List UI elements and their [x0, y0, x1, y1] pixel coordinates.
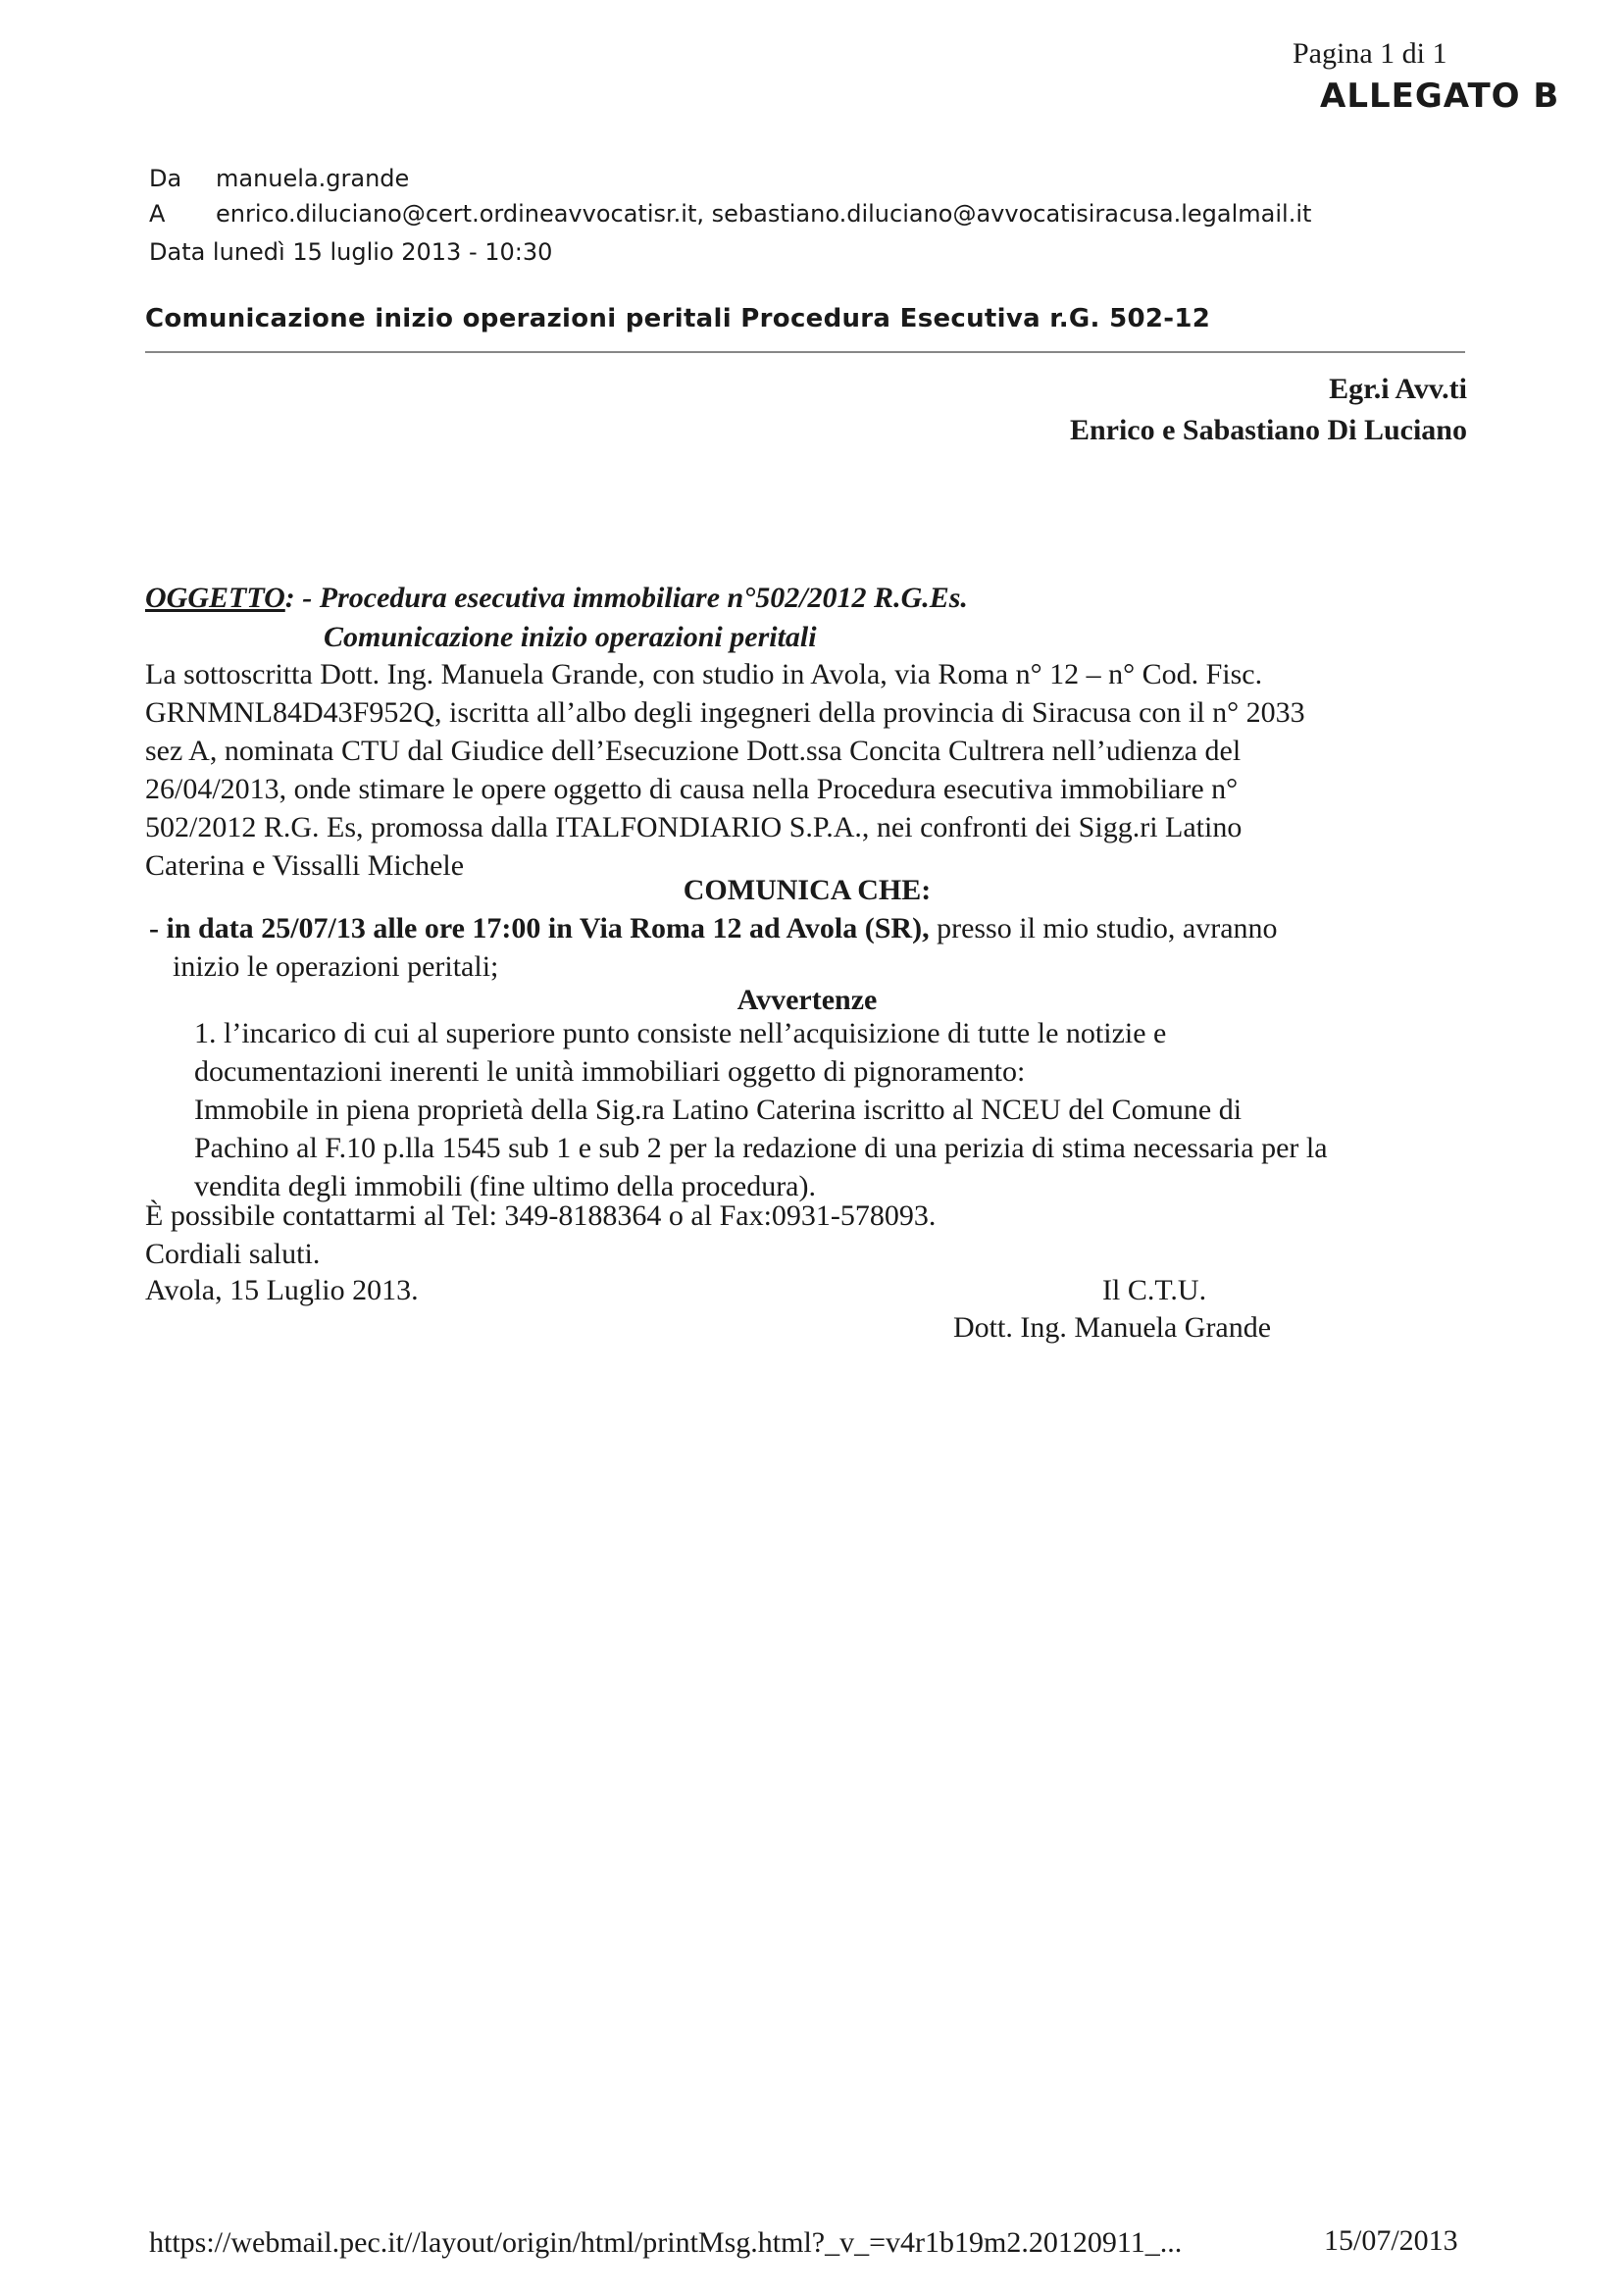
from-label: Da	[149, 165, 182, 192]
avvertenze-heading: Avvertenze	[736, 984, 878, 1016]
oggetto-text: : - Procedura esecutiva immobiliare n°502/2012 R.G.Es.	[284, 582, 968, 614]
header-divider	[145, 351, 1465, 353]
closing-line: Cordiali saluti.	[145, 1238, 321, 1270]
paragraph-line: Caterina e Vissalli Michele	[145, 849, 465, 882]
email-date: Data lunedì 15 luglio 2013 - 10:30	[149, 238, 553, 266]
list-line: vendita degli immobili (fine ultimo della procedura).	[194, 1170, 816, 1202]
list-line: documentazioni inerenti le unità immobiliari oggetto di pignoramento:	[194, 1055, 1026, 1088]
signature-name: Dott. Ing. Manuela Grande	[953, 1311, 1272, 1344]
paragraph-line: La sottoscritta Dott. Ing. Manuela Grande, con studio in Avola, via Roma n° 12 – n° Cod. Fisc.	[145, 658, 1263, 690]
paragraph-line: sez A, nominata CTU dal Giudice dell’Esecuzione Dott.ssa Concita Cultrera nell’udienza del	[145, 735, 1242, 767]
to-label: A	[149, 200, 166, 228]
from-value: manuela.grande	[216, 165, 410, 192]
recipient-title: Egr.i Avv.ti	[1329, 373, 1467, 405]
oggetto-label: OGGETTO	[145, 582, 285, 614]
list-line: 1. l’incarico di cui al superiore punto consiste nell’acquisizione di tutte le notizie e	[194, 1017, 1167, 1049]
avvertenze-list	[194, 1014, 1328, 1205]
email-to-row	[149, 200, 1311, 228]
paragraph-line: GRNMNL84D43F952Q, iscritta all’albo degli ingegneri della provincia di Siracusa con il n° 2033	[145, 696, 1305, 729]
page-number: Pagina 1 di 1	[1293, 37, 1447, 70]
item-bold: 25/07/13 alle ore 17:00 in Via Roma 12 ad Avola (SR),	[261, 912, 930, 944]
comunica-heading: COMUNICA CHE:	[683, 874, 932, 906]
list-line: Pachino al F.10 p.lla 1545 sub 1 e sub 2 per la redazione di una perizia di stima necessaria per la	[194, 1132, 1328, 1164]
paragraph-line: 502/2012 R.G. Es, promossa dalla ITALFONDIARIO S.P.A., nei confronti dei Sigg.ri Latino	[145, 811, 1243, 843]
to-value: enrico.diluciano@cert.ordineavvocatisr.it, sebastiano.diluciano@avvocatisiracusa.legalmail.it	[216, 200, 1312, 228]
oggetto-subtitle: Comunicazione inizio operazioni peritali	[324, 621, 817, 653]
body-paragraph	[145, 655, 1479, 885]
oggetto-line	[145, 579, 968, 617]
email-from-row	[149, 165, 409, 192]
item-rest: presso il mio studio, avranno	[929, 912, 1278, 944]
communication-item	[149, 909, 1278, 947]
signature-role: Il C.T.U.	[1102, 1274, 1207, 1306]
item-prefix: - in data	[149, 912, 262, 944]
paragraph-line: 26/04/2013, onde stimare le opere oggetto di causa nella Procedura esecutiva immobiliare n°	[145, 773, 1239, 805]
contact-line: È possibile contattarmi al Tel: 349-8188364 o al Fax:0931-578093.	[145, 1199, 937, 1232]
place-date: Avola, 15 Luglio 2013.	[145, 1274, 419, 1306]
footer-url: https://webmail.pec.it//layout/origin/html/printMsg.html?_v_=v4r1b19m2.20120911_...	[149, 2226, 1183, 2259]
list-line: Immobile in piena proprietà della Sig.ra Latino Caterina iscritto al NCEU del Comune di	[194, 1094, 1243, 1126]
handwritten-stamp: ALLEGATO B	[1320, 76, 1560, 116]
email-subject: Comunicazione inizio operazioni peritali Procedura Esecutiva r.G. 502-12	[145, 304, 1211, 333]
communication-item-cont: inizio le operazioni peritali;	[173, 950, 499, 983]
recipient-names: Enrico e Sabastiano Di Luciano	[1069, 414, 1467, 446]
footer-date: 15/07/2013	[1324, 2224, 1458, 2257]
